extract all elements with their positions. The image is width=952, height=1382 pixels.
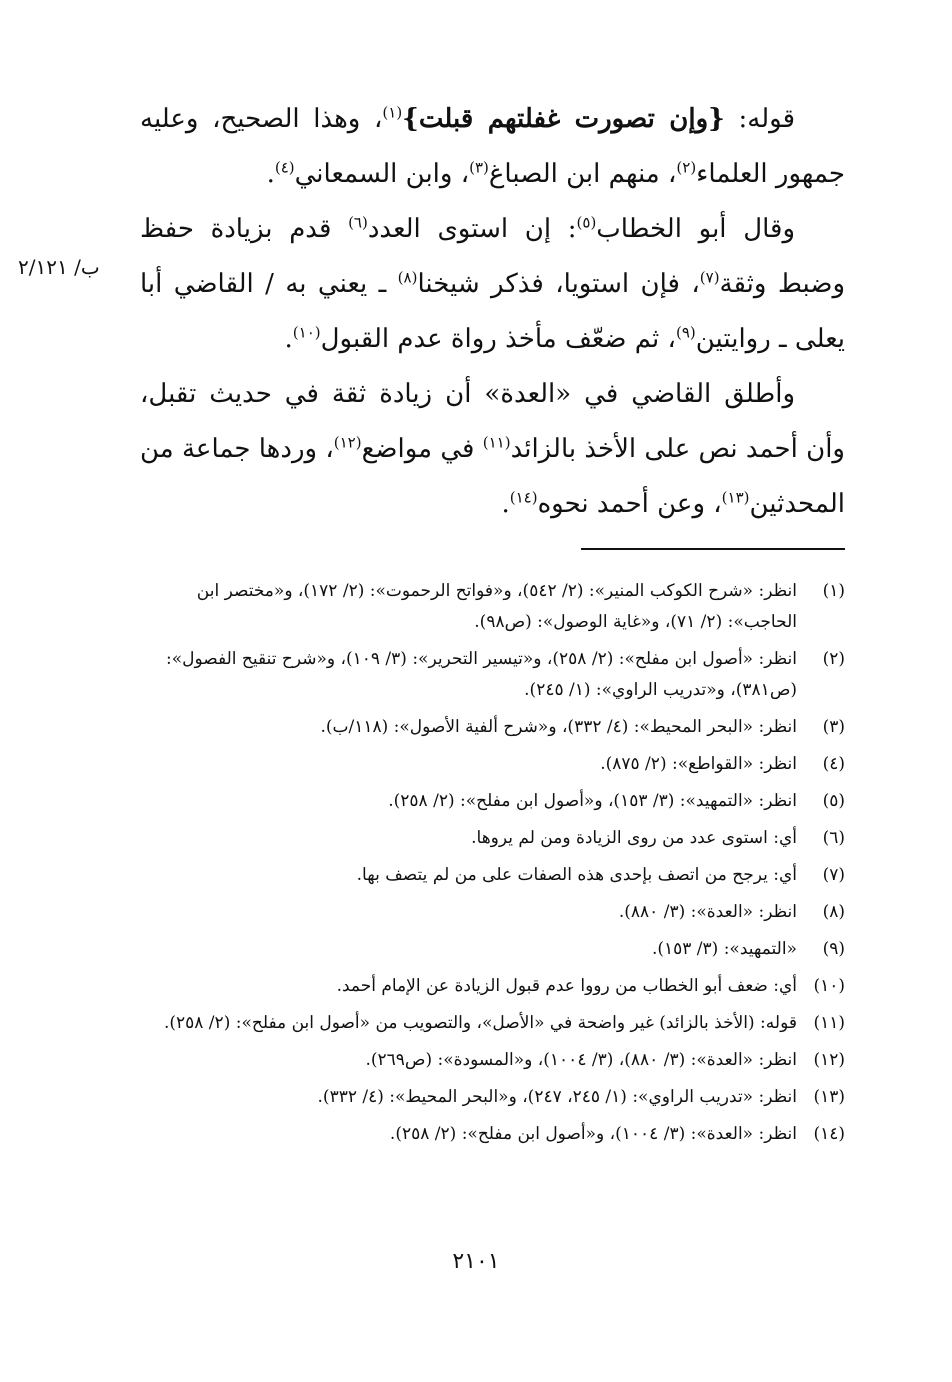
footnote-number: (٥) [822,791,845,811]
text-run: ، وهذا الصحيح، وعليه جمهور العلماء [140,104,845,189]
footnote [140,644,845,706]
footnote-ref-9[interactable]: (٩) [675,323,696,342]
footnote [140,576,845,638]
footnote-number: (٤) [822,754,845,774]
footnote [140,971,845,1002]
footnote [140,934,845,965]
footnote-text: انظر: «العدة»: (٣/ ٨٨٠)، (٣/ ١٠٠٤)، و«المسودة»: (ص٢٦٩). [365,1050,797,1070]
footnote [140,712,845,743]
text-run: ، وعن أحمد نحوه [537,489,722,519]
footnote-text: انظر: «أصول ابن مفلح»: (٢/ ٢٥٨)، و«تيسير التحرير»: (٣/ ١٠٩)، و«شرح تنقيح الفصول»: (ص٣٨١)، و«تدريب الراوي»: (١/ ٢٤٥). [165,649,797,700]
footnote-ref-8[interactable]: (٨) [397,268,418,287]
text-run: في مواضع [361,434,483,464]
footnote-number: (٢) [822,649,845,669]
footnotes [140,576,845,1156]
footnote [140,1045,845,1076]
text-run: قدم بزيادة حفظ وضبط وثقة [140,214,845,299]
footnote-text: انظر: «التمهيد»: (٣/ ١٥٣)، و«أصول ابن مفلح»: (٢/ ٢٥٨). [388,791,797,811]
footnote-ref-3[interactable]: (٣) [469,158,489,177]
footnote-ref-10[interactable]: (١٠) [292,323,321,342]
text-run: . [266,159,275,189]
text-run: ، ثم ضعّف مأخذ رواة عدم القبول [320,324,676,354]
footnote [140,1008,845,1039]
text-run: ، وابن السمعاني [294,159,470,189]
text-run: ـ يعني به / القاضي أبا يعلى ـ روايتين [140,269,845,354]
page-number: ٢١٠١ [452,1249,500,1274]
footnote-number: (١٢) [813,1050,845,1070]
footnote-ref-14[interactable]: (١٤) [509,488,538,507]
footnote [140,860,845,891]
text-run: ، فإن استويا، فذكر شيخنا [417,269,700,299]
text-run: وقال أبو الخطاب [596,214,796,244]
footnote-text: أي: ضعف أبو الخطاب من رووا عدم قبول الزيادة عن الإمام أحمد. [336,976,797,996]
footnote-text: انظر: «تدريب الراوي»: (١/ ٢٤٥، ٢٤٧)، و«البحر المحيط»: (٤/ ٣٣٢). [317,1087,797,1107]
text-run: قوله: [724,104,796,134]
text-run: . [501,489,510,519]
footnote-number: (١٣) [813,1087,845,1107]
footnote [140,749,845,780]
paragraph-1 [140,92,845,202]
text-run: ، وردها جماعة من المحدثين [140,434,845,519]
footnote-number: (٧) [822,865,845,885]
footnote-text: «التمهيد»: (٣/ ١٥٣). [651,939,797,959]
footnote [140,823,845,854]
text-run: . [284,324,293,354]
main-text [140,92,845,532]
footnote-text: انظر: «العدة»: (٣/ ١٠٠٤)، و«أصول ابن مفلح»: (٢/ ٢٥٨). [389,1124,797,1144]
footnote-ref-11[interactable]: (١١) [482,433,511,452]
text-run: وأطلق القاضي في «العدة» أن زيادة ثقة في حديث تقبل، وأن أحمد نص على الأخذ بالزائد [140,379,845,464]
footnote-ref-4[interactable]: (٤) [274,158,295,177]
footnote-text: انظر: «البحر المحيط»: (٤/ ٣٣٢)، و«شرح ألفية الأصول»: (١١٨/ب). [320,717,797,737]
footnote-ref-13[interactable]: (١٣) [721,488,750,507]
paragraph-2 [140,202,845,367]
footnote-number: (١) [822,581,845,601]
footnote-number: (٦) [822,828,845,848]
footnote-number: (٩) [822,939,845,959]
footnote-text: انظر: «القواطع»: (٢/ ٨٧٥). [600,754,797,774]
footnote [140,1119,845,1150]
footnote-ref-1[interactable]: (١) [382,103,403,122]
footnote-divider [581,548,845,550]
footnote-text: انظر: «العدة»: (٣/ ٨٨٠). [618,902,797,922]
footnote-number: (١٤) [813,1124,845,1144]
text-run: ، منهم ابن الصباغ [488,159,677,189]
footnote-ref-7[interactable]: (٧) [699,268,720,287]
quoted-text: {وإن تصورت غفلتهم قبلت} [402,104,725,134]
footnote-number: (٨) [822,902,845,922]
footnote-number: (١١) [813,1013,845,1033]
text-run: : إن استوى العدد [367,214,577,244]
footnote-text: انظر: «شرح الكوكب المنير»: (٢/ ٥٤٢)، و«فواتح الرحموت»: (٢/ ١٧٢)، و«مختصر ابن الحاجب»: (٢/ ٧١)، و«غاية الوصول»: (ص٩٨). [196,581,797,632]
footnote-ref-2[interactable]: (٢) [676,158,697,177]
footnote-ref-6[interactable]: (٦) [348,213,368,232]
manuscript-folio-note: ب/ ٢/١٢١ [18,255,100,279]
footnote-text: قوله: (الأخذ بالزائد) غير واضحة في «الأصل»، والتصويب من «أصول ابن مفلح»: (٢/ ٢٥٨). [163,1013,797,1033]
footnote-ref-12[interactable]: (١٢) [333,433,362,452]
footnote-text: أي: يرجح من اتصف بإحدى هذه الصفات على من لم يتصف بها. [356,865,797,885]
footnote-number: (١٠) [813,976,845,996]
footnote [140,1082,845,1113]
paragraph-3 [140,367,845,532]
footnote [140,897,845,928]
footnote-text: أي: استوى عدد من روى الزيادة ومن لم يروها. [471,828,797,848]
footnote-number: (٣) [822,717,845,737]
footnote-ref-5[interactable]: (٥) [576,213,597,232]
footnote [140,786,845,817]
